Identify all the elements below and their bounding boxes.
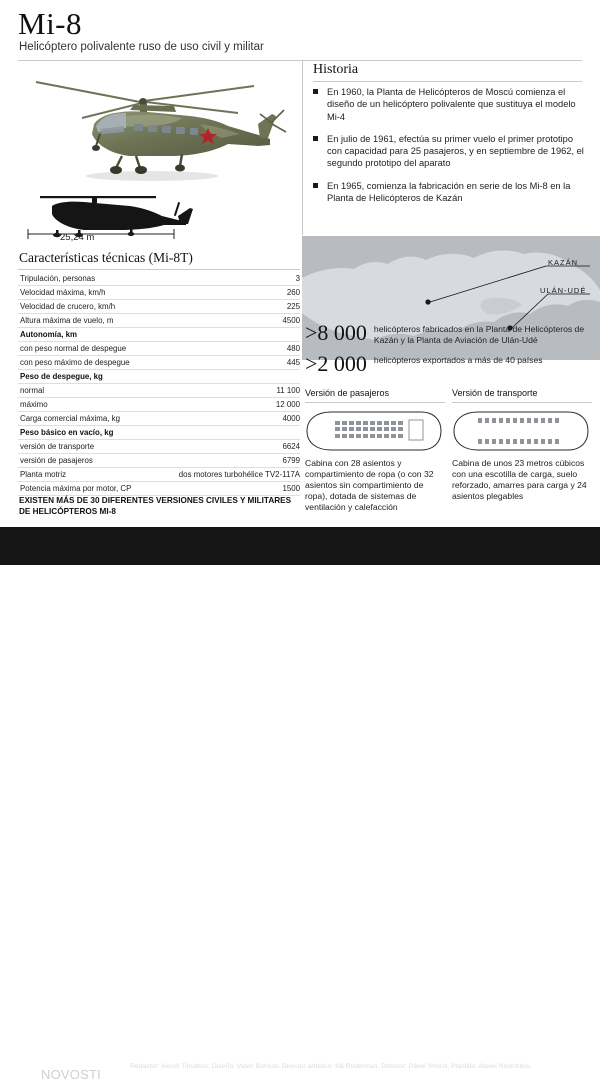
bullet-square-icon bbox=[313, 183, 318, 188]
spec-key: con peso máximo de despegue bbox=[18, 356, 154, 370]
logo-novosti: NOVOSTI bbox=[41, 1067, 101, 1082]
list-item-text: En julio de 1961, efectúa su primer vuelo el primer prototipo con capacidad para 25 pasajeros, y en septiembre de 1962, el segundo prototipo del aparato bbox=[327, 133, 584, 169]
spec-value bbox=[154, 328, 300, 342]
spec-value bbox=[154, 370, 300, 384]
header-divider bbox=[18, 60, 582, 61]
stat-row bbox=[305, 322, 595, 346]
spec-value: 1500 bbox=[154, 482, 300, 496]
version-title: Versión de pasajeros bbox=[305, 388, 390, 398]
stat-number: >2 000 bbox=[305, 351, 367, 376]
table-row bbox=[18, 440, 300, 454]
list-item bbox=[313, 180, 585, 205]
spec-key: Autonomía, km bbox=[18, 328, 154, 342]
spec-value: 225 bbox=[154, 300, 300, 314]
spec-key: Planta motriz bbox=[18, 468, 154, 482]
cabin-diagram-transport bbox=[452, 409, 590, 453]
table-row bbox=[18, 482, 300, 496]
specs-table bbox=[18, 272, 300, 496]
version-title: Versión de transporte bbox=[452, 388, 538, 398]
historia-bullet-list bbox=[313, 86, 585, 214]
historia-heading: Historia bbox=[313, 62, 359, 77]
table-row bbox=[18, 454, 300, 468]
version-description: Cabina de unos 23 metros cúbicos con una escotilla de carga, suelo reforzado, amarres para carga y 24 asientos plegables bbox=[452, 458, 587, 501]
spec-key: máximo bbox=[18, 398, 154, 412]
page-subtitle: Helicóptero polivalente ruso de uso civil y militar bbox=[19, 41, 264, 53]
spec-key: Peso de despegue, kg bbox=[18, 370, 154, 384]
footer-credits: Redactor: Alexéi Timatkov, Diseño: Valeri Borísov. Director artístico: Iliá Ruderman. Director: Pável Shórol, Plantilla: Alexéi Novichkov. bbox=[130, 1063, 532, 1070]
table-row bbox=[18, 314, 300, 328]
bullet-square-icon bbox=[313, 89, 318, 94]
table-row bbox=[18, 272, 300, 286]
spec-key: versión de pasajeros bbox=[18, 454, 154, 468]
list-item bbox=[313, 86, 585, 123]
column-divider bbox=[302, 60, 303, 235]
spec-value: 3 bbox=[154, 272, 300, 286]
table-row bbox=[18, 468, 300, 482]
spec-value: 12 000 bbox=[154, 398, 300, 412]
spec-key: Carga comercial máxima, kg bbox=[18, 412, 154, 426]
cabin-diagram-passenger bbox=[305, 409, 443, 453]
scale-bar bbox=[26, 226, 176, 236]
spec-key: Peso básico en vacío, kg bbox=[18, 426, 154, 440]
table-row-section bbox=[18, 370, 300, 384]
table-row bbox=[18, 398, 300, 412]
stat-row bbox=[305, 353, 595, 374]
spec-key: Potencia máxima por motor, CP bbox=[18, 482, 154, 496]
logo-ria: RIA bbox=[18, 1067, 41, 1082]
version-divider bbox=[305, 402, 445, 403]
spec-value bbox=[154, 426, 300, 440]
table-row bbox=[18, 412, 300, 426]
scale-label: 25,24 m bbox=[60, 232, 95, 243]
footnote: EXISTEN MÁS DE 30 DIFERENTES VERSIONES CIVILES Y MILITARES DE HELICÓPTEROS MI-8 bbox=[19, 496, 292, 516]
statistics-block bbox=[305, 322, 595, 381]
table-row bbox=[18, 384, 300, 398]
table-row bbox=[18, 300, 300, 314]
historia-divider bbox=[313, 81, 582, 82]
spec-value: 4000 bbox=[154, 412, 300, 426]
spec-value: 260 bbox=[154, 286, 300, 300]
table-row bbox=[18, 286, 300, 300]
list-item-text: En 1965, comienza la fabricación en serie de los Mi-8 en la Planta de Helicópteros de Kazán bbox=[327, 180, 571, 204]
stat-text: helicópteros exportados a más de 40 países bbox=[373, 355, 543, 365]
helicopter-photo bbox=[22, 66, 290, 186]
map-label-kazan: KAZÁN bbox=[548, 258, 579, 267]
table-row-section bbox=[18, 328, 300, 342]
spec-value: 480 bbox=[154, 342, 300, 356]
spec-value: 6624 bbox=[154, 440, 300, 454]
list-item bbox=[313, 133, 585, 170]
version-passenger bbox=[305, 388, 445, 513]
version-divider bbox=[452, 402, 592, 403]
footer-bar bbox=[0, 527, 600, 1082]
spec-value: 4500 bbox=[154, 314, 300, 328]
page-title: Mi-8 bbox=[18, 6, 82, 41]
stat-text: helicópteros fabricados en la Planta de Helicópteros de Kazán y la Planta de Aviación de Ulán-Udé bbox=[373, 324, 585, 345]
table-row-section bbox=[18, 426, 300, 440]
spec-key: Velocidad máxima, km/h bbox=[18, 286, 154, 300]
version-transport bbox=[452, 388, 592, 502]
spec-key: Velocidad de crucero, km/h bbox=[18, 300, 154, 314]
ria-novosti-logo bbox=[18, 1067, 101, 1082]
spec-value: dos motores turbohélice TV2-117A bbox=[154, 468, 300, 482]
bullet-square-icon bbox=[313, 136, 318, 141]
spec-key: Tripulación, personas bbox=[18, 272, 154, 286]
map-label-ulan-ude: ULÁN-UDÉ bbox=[540, 286, 587, 295]
spec-key: con peso normal de despegue bbox=[18, 342, 154, 356]
spec-value: 6799 bbox=[154, 454, 300, 468]
spec-key: Altura máxima de vuelo, m bbox=[18, 314, 154, 328]
spec-key: normal bbox=[18, 384, 154, 398]
list-item-text: En 1960, la Planta de Helicópteros de Moscú comienza el diseño de un helicóptero polivalente que sustituya el modelo Mi-4 bbox=[327, 87, 576, 122]
specs-heading: Características técnicas (Mi-8T) bbox=[19, 250, 193, 265]
spec-key: versión de transporte bbox=[18, 440, 154, 454]
specs-divider bbox=[18, 269, 300, 270]
table-row bbox=[18, 342, 300, 356]
stat-number: >8 000 bbox=[305, 320, 367, 345]
spec-value: 445 bbox=[154, 356, 300, 370]
version-description: Cabina con 28 asientos y compartimiento de ropa (o con 32 asientos sin compartimiento de ropa), dotada de sistemas de ventilación y calefacción bbox=[305, 458, 434, 512]
spec-value: 11 100 bbox=[154, 384, 300, 398]
table-row bbox=[18, 356, 300, 370]
